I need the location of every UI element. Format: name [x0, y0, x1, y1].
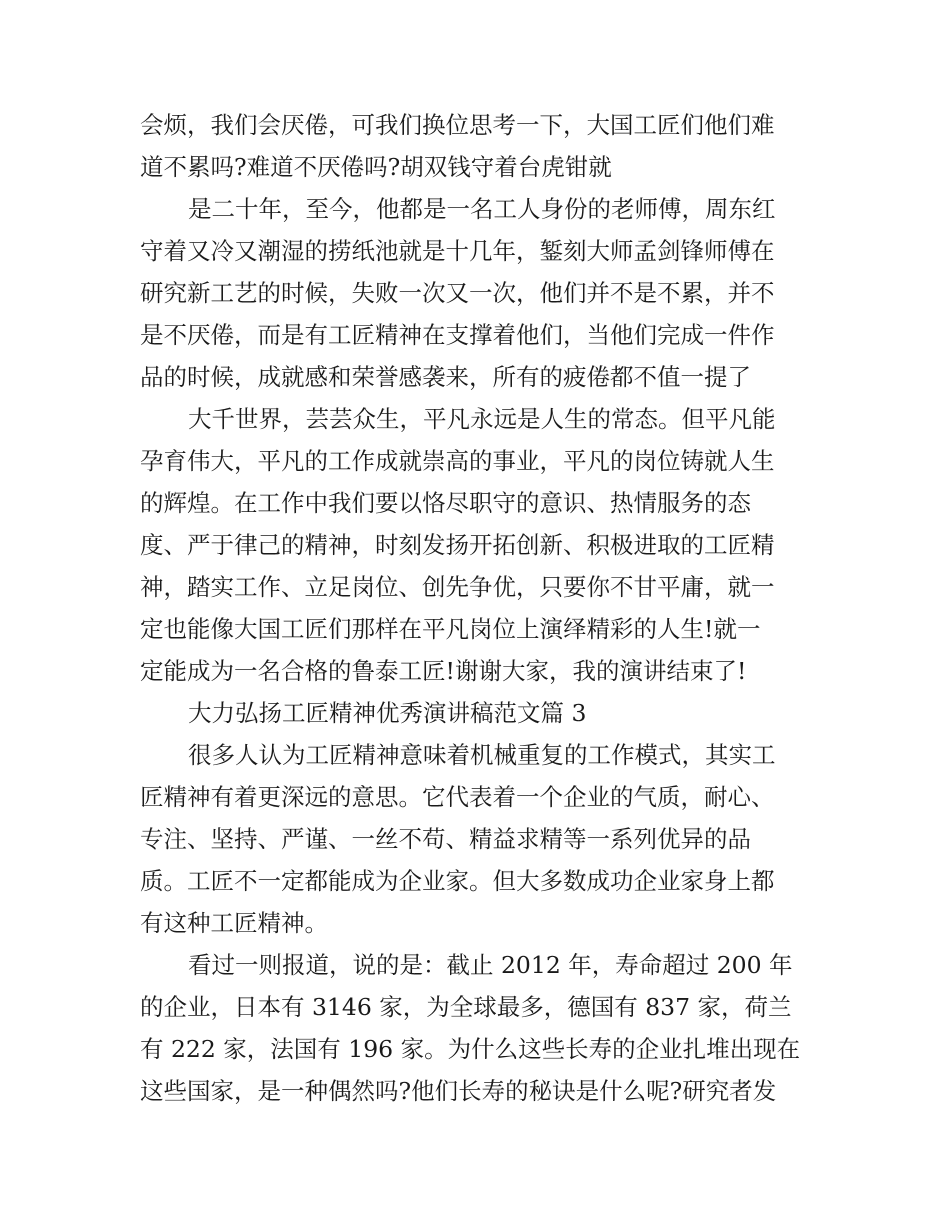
text-line: 专注、坚持、严谨、一丝不苟、精益求精等一系列优异的品	[140, 825, 751, 853]
text-line: 度、严于律己的精神，时刻发扬开拓创新、积极进取的工匠精	[140, 531, 775, 559]
text-line: 是二十年，至今，他都是一名工人身份的老师傅，周东红	[188, 195, 776, 223]
text-line: 品的时候，成就感和荣誉感袭来，所有的疲倦都不值一提了	[140, 363, 751, 391]
text-line: 孕育伟大，平凡的工作成就崇高的事业，平凡的岗位铸就人生	[140, 447, 775, 475]
text-line: 的企业，日本有 3146 家，为全球最多，德国有 837 家，荷兰	[140, 993, 792, 1021]
text-line: 定也能像大国工匠们那样在平凡岗位上演绎精彩的人生!就一	[140, 615, 761, 643]
text-line: 守着又冷又潮湿的捞纸池就是十几年，錾刻大师孟剑锋师傅在	[140, 237, 775, 265]
section-heading: 大力弘扬工匠精神优秀演讲稿范文篇 3	[188, 699, 587, 727]
text-line: 研究新工艺的时候，失败一次又一次，他们并不是不累，并不	[140, 279, 775, 307]
text-line: 神，踏实工作、立足岗位、创先争优，只要你不甘平庸，就一	[140, 573, 775, 601]
text-line: 质。工匠不一定都能成为企业家。但大多数成功企业家身上都	[140, 867, 775, 895]
text-line: 的辉煌。在工作中我们要以恪尽职守的意识、热情服务的态	[140, 489, 751, 517]
text-line: 会烦，我们会厌倦，可我们换位思考一下，大国工匠们他们难	[140, 111, 775, 139]
text-line: 有这种工匠精神。	[140, 909, 328, 937]
text-line: 很多人认为工匠精神意味着机械重复的工作模式，其实工	[188, 741, 776, 769]
text-line: 是不厌倦，而是有工匠精神在支撑着他们，当他们完成一件作	[140, 321, 775, 349]
text-line: 大千世界，芸芸众生，平凡永远是人生的常态。但平凡能	[188, 405, 776, 433]
document-page	[140, 104, 812, 1112]
text-line: 定能成为一名合格的鲁泰工匠!谢谢大家，我的演讲结束了!	[140, 657, 747, 685]
text-line: 这些国家，是一种偶然吗?他们长寿的秘诀是什么呢?研究者发	[140, 1077, 777, 1105]
text-line: 看过一则报道，说的是：截止 2012 年，寿命超过 200 年	[188, 951, 793, 979]
text-line: 有 222 家，法国有 196 家。为什么这些长寿的企业扎堆出现在	[140, 1035, 801, 1063]
text-line: 匠精神有着更深远的意思。它代表着一个企业的气质，耐心、	[140, 783, 775, 811]
text-line: 道不累吗?难道不厌倦吗?胡双钱守着台虎钳就	[140, 153, 612, 181]
